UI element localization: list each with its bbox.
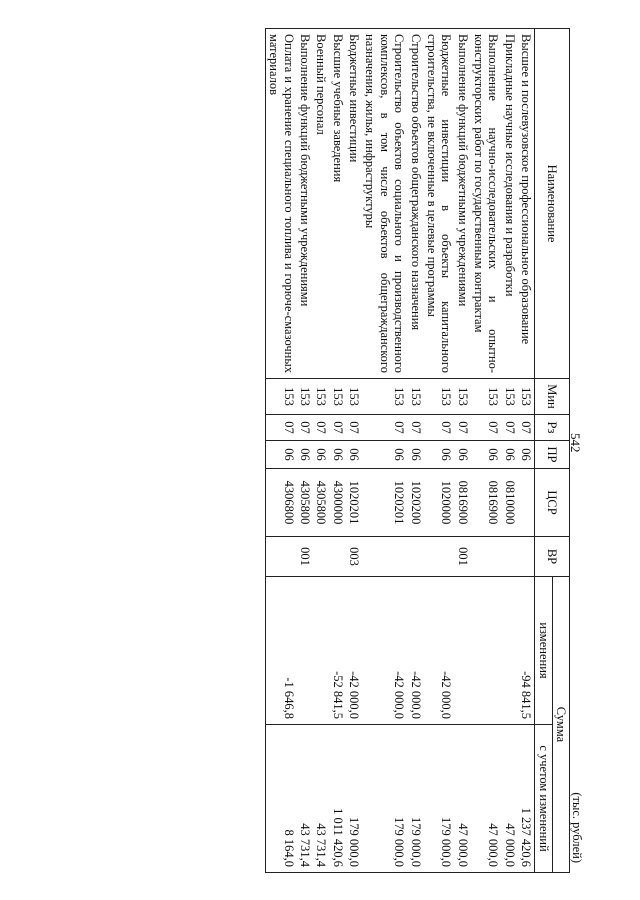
- header-name: Наименование: [535, 29, 570, 379]
- cell-change: -52 841,5: [329, 577, 345, 725]
- cell-change: -94 841,5: [518, 577, 535, 725]
- rotated-page: [70, 25, 590, 875]
- cell-csr: 1020201: [346, 469, 362, 537]
- table-row: [297, 29, 313, 873]
- cell-change: [297, 577, 313, 725]
- cell-vr: [471, 537, 502, 577]
- cell-rz: 07: [329, 415, 345, 441]
- cell-csr: 4306800: [265, 469, 296, 537]
- cell-change: -42 000,0: [362, 577, 407, 725]
- cell-name: Оплата и хранение специального топлива и горюче-смазочных материалов: [265, 29, 296, 379]
- cell-csr: 0816900: [471, 469, 502, 537]
- cell-name: Выполнение функций бюджетными учреждениями: [454, 29, 470, 379]
- cell-vr: [502, 537, 518, 577]
- cell-vr: 003: [346, 537, 362, 577]
- cell-pr: 06: [407, 441, 423, 469]
- cell-change: -42 000,0: [407, 577, 423, 725]
- cell-pr: 06: [362, 441, 407, 469]
- cell-csr: 0810000: [502, 469, 518, 537]
- cell-total: 179 000,0: [407, 725, 423, 873]
- cell-min: 153: [502, 379, 518, 415]
- cell-rz: 07: [362, 415, 407, 441]
- cell-name: Прикладные научные исследования и разработки: [502, 29, 518, 379]
- table-row: [407, 29, 423, 873]
- cell-rz: 07: [313, 415, 329, 441]
- cell-pr: 06: [297, 441, 313, 469]
- cell-pr: 06: [454, 441, 470, 469]
- cell-min: 153: [362, 379, 407, 415]
- header-pr: ПР: [535, 441, 570, 469]
- cell-min: 153: [407, 379, 423, 415]
- table-body: [265, 29, 534, 873]
- cell-csr: 4305800: [297, 469, 313, 537]
- cell-vr: 001: [454, 537, 470, 577]
- table-row: [313, 29, 329, 873]
- header-changes: изменения: [535, 577, 552, 725]
- table-row: [329, 29, 345, 873]
- table-header: [535, 29, 570, 873]
- cell-vr: [362, 537, 407, 577]
- header-rz: Рз: [535, 415, 570, 441]
- cell-min: 153: [471, 379, 502, 415]
- cell-rz: 07: [502, 415, 518, 441]
- table-row: [362, 29, 407, 873]
- cell-change: [471, 577, 502, 725]
- cell-csr: 1020000: [424, 469, 455, 537]
- cell-rz: 07: [407, 415, 423, 441]
- cell-change: [502, 577, 518, 725]
- cell-pr: 06: [424, 441, 455, 469]
- table-row: [424, 29, 455, 873]
- cell-vr: [424, 537, 455, 577]
- table-row: [454, 29, 470, 873]
- cell-rz: 07: [346, 415, 362, 441]
- cell-total: 43 731,4: [313, 725, 329, 873]
- cell-total: 179 000,0: [346, 725, 362, 873]
- cell-min: 153: [329, 379, 345, 415]
- cell-min: 153: [265, 379, 296, 415]
- header-min: Мин: [535, 379, 570, 415]
- cell-total: 47 000,0: [454, 725, 470, 873]
- cell-change: -1 646,8: [265, 577, 296, 725]
- header-vr: ВР: [535, 537, 570, 577]
- table-row: [502, 29, 518, 873]
- cell-name: Высшее и послевузовское профессиональное образование: [518, 29, 535, 379]
- cell-change: -42 000,0: [346, 577, 362, 725]
- cell-total: 1 011 420,6: [329, 725, 345, 873]
- cell-name: Строительство объектов общегражданского назначения: [407, 29, 423, 379]
- cell-rz: 07: [454, 415, 470, 441]
- cell-name: Военный персонал: [313, 29, 329, 379]
- cell-pr: 06: [518, 441, 535, 469]
- cell-min: 153: [297, 379, 313, 415]
- budget-table: [265, 28, 570, 873]
- cell-csr: 1020200: [407, 469, 423, 537]
- cell-csr: 4305800: [313, 469, 329, 537]
- header-sum: Сумма: [552, 577, 569, 873]
- cell-total: 179 000,0: [424, 725, 455, 873]
- cell-total: 1 237 420,6: [518, 725, 535, 873]
- cell-csr: [518, 469, 535, 537]
- cell-name: Выполнение функций бюджетными учреждениями: [297, 29, 313, 379]
- cell-csr: 4300000: [329, 469, 345, 537]
- cell-pr: 06: [265, 441, 296, 469]
- cell-pr: 06: [346, 441, 362, 469]
- cell-vr: [313, 537, 329, 577]
- cell-name: Бюджетные инвестиции: [346, 29, 362, 379]
- cell-vr: [407, 537, 423, 577]
- header-csr: ЦСР: [535, 469, 570, 537]
- cell-csr: 0816900: [454, 469, 470, 537]
- cell-vr: [265, 537, 296, 577]
- table-row: [346, 29, 362, 873]
- table-row: [471, 29, 502, 873]
- cell-total: 43 731,4: [297, 725, 313, 873]
- cell-total: 47 000,0: [502, 725, 518, 873]
- cell-change: [313, 577, 329, 725]
- header-with-changes: с учетом изменений: [535, 725, 552, 873]
- table-row: [518, 29, 535, 873]
- cell-vr: [518, 537, 535, 577]
- cell-min: 153: [313, 379, 329, 415]
- cell-min: 153: [454, 379, 470, 415]
- cell-change: [454, 577, 470, 725]
- cell-vr: 001: [297, 537, 313, 577]
- cell-rz: 07: [297, 415, 313, 441]
- cell-rz: 07: [471, 415, 502, 441]
- page-number: 542: [568, 433, 583, 453]
- cell-min: 153: [346, 379, 362, 415]
- cell-name: Выполнение научно-исследовательских и опытно-конструкторских работ по государственным контрактам: [471, 29, 502, 379]
- units-label: (тыс. рублей): [570, 792, 584, 863]
- cell-total: 47 000,0: [471, 725, 502, 873]
- cell-total: 8 164,0: [265, 725, 296, 873]
- cell-pr: 06: [313, 441, 329, 469]
- cell-rz: 07: [265, 415, 296, 441]
- cell-rz: 07: [518, 415, 535, 441]
- cell-name: Строительство объектов социального и производственного комплексов, в том числе объектов общегражданского назначения, жилья, инфраструктуры: [362, 29, 407, 379]
- cell-pr: 06: [502, 441, 518, 469]
- cell-total: 179 000,0: [362, 725, 407, 873]
- cell-change: -42 000,0: [424, 577, 455, 725]
- cell-vr: [329, 537, 345, 577]
- cell-rz: 07: [424, 415, 455, 441]
- cell-name: Высшие учебные заведения: [329, 29, 345, 379]
- cell-csr: 1020201: [362, 469, 407, 537]
- cell-min: 153: [518, 379, 535, 415]
- cell-pr: 06: [471, 441, 502, 469]
- table-row: [265, 29, 296, 873]
- cell-name: Бюджетные инвестиции в объекты капитального строительства, не включенные в целевые программы: [424, 29, 455, 379]
- cell-min: 153: [424, 379, 455, 415]
- cell-pr: 06: [329, 441, 345, 469]
